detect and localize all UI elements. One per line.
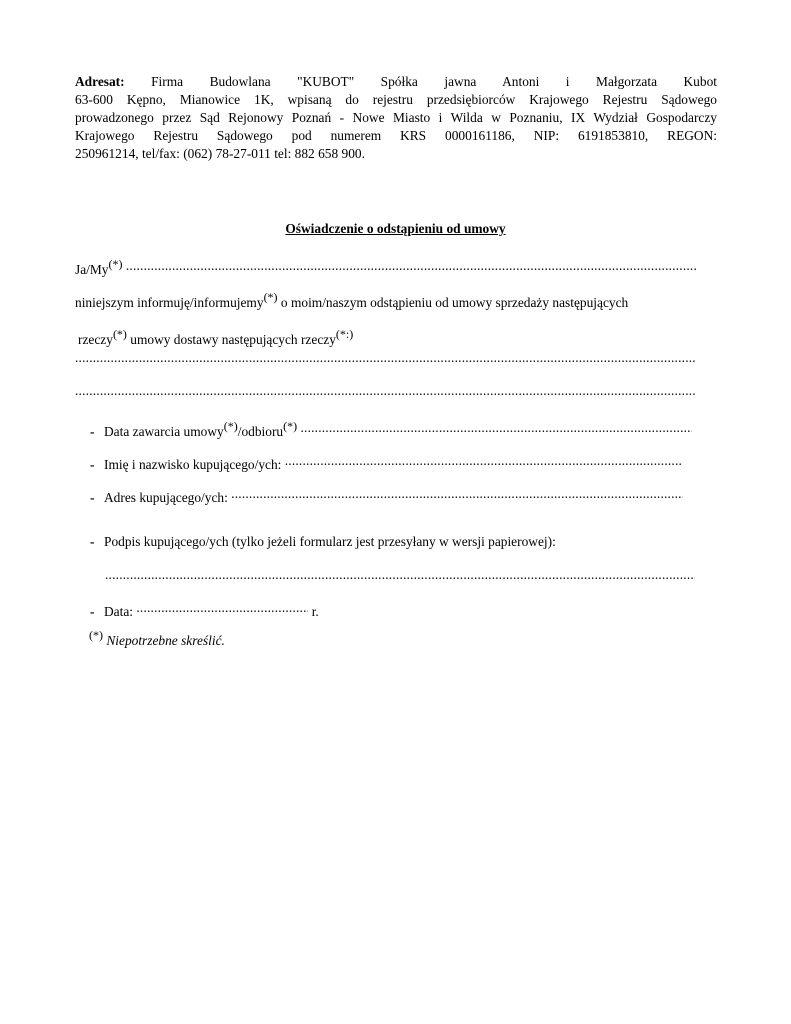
goods-label: rzeczy: [78, 332, 113, 347]
signature-fill-line-row: [105, 567, 695, 587]
buyer-address-fill-line[interactable]: [231, 486, 683, 502]
bullet-dash: -: [90, 457, 95, 472]
addressee-line-3: prowadzonego przez Sąd Rejonowy Poznań - Nowe Miasto i Wilda w Poznaniu, IX Wydział Gospodarczy: [75, 110, 717, 125]
contract-date-row: [90, 420, 692, 440]
footnote-marker: (*): [283, 419, 298, 433]
buyer-name-label: Imię i nazwisko kupującego/ych:: [104, 457, 285, 472]
addressee-label: Adresat:: [75, 74, 125, 89]
contract-date-fill-line[interactable]: [300, 420, 692, 436]
signature-fill-line[interactable]: [105, 567, 695, 583]
footnote-marker: (*): [112, 327, 127, 341]
goods-fill-line-1-row: [75, 350, 695, 370]
buyer-address-row: [90, 486, 683, 506]
bullet-dash: -: [90, 424, 95, 439]
ja-my-fill-line[interactable]: [126, 258, 696, 274]
date-label: Data:: [104, 604, 137, 619]
footnote-marker: (*): [263, 290, 278, 304]
signature-row: [90, 534, 556, 550]
date-fill-line[interactable]: [136, 600, 308, 616]
goods-fill-line-2-row: [75, 383, 695, 403]
bullet-dash: -: [90, 490, 95, 505]
footnote: [89, 628, 225, 649]
inform-text-start: niniejszym informuję/informujemy: [75, 295, 264, 310]
addressee-line-2: 63-600 Kępno, Mianowice 1K, wpisaną do rejestru przedsiębiorców Krajowego Rejestru Sądowego: [75, 92, 717, 107]
inform-text-end: o moim/naszym odstąpieniu od umowy sprzedaży następujących: [277, 295, 629, 310]
addressee-line-4: Krajowego Rejestru Sądowego pod numerem KRS 0000161186, NIP: 6191853810, REGON:: [75, 128, 717, 143]
footnote-marker: (*): [89, 628, 103, 642]
signature-label: Podpis kupującego/ych (tylko jeżeli formularz jest przesyłany w wersji papierowej):: [104, 534, 556, 549]
bullet-dash: -: [90, 534, 95, 549]
addressee-block: [75, 73, 717, 163]
footnote-marker: (*:): [335, 327, 354, 341]
footnote-marker: (*): [223, 419, 238, 433]
inform-row: [75, 290, 629, 311]
addressee-line-5: 250961214, tel/fax: (062) 78-27-011 tel: 882 658 900.: [75, 146, 365, 161]
footnote-text: Niepotrzebne skreślić.: [103, 633, 225, 648]
addressee-line-1: [75, 73, 717, 91]
bullet-dash: -: [90, 604, 95, 619]
document-title: Oświadczenie o odstąpieniu od umowy: [285, 221, 506, 236]
addressee-company: Firma Budowlana "KUBOT" Spółka jawna Antoni i Małgorzata Kubot: [151, 74, 717, 89]
footnote-marker: (*): [108, 257, 123, 271]
buyer-name-row: [90, 453, 681, 473]
date-suffix: r.: [308, 604, 319, 619]
date-row: [90, 600, 319, 620]
delivery-contract-label: umowy dostawy następujących rzeczy: [126, 332, 336, 347]
ja-my-row: [75, 258, 696, 278]
buyer-name-fill-line[interactable]: [285, 453, 681, 469]
receipt-label: /odbioru: [237, 424, 284, 439]
ja-my-label: Ja/My: [75, 262, 109, 277]
goods-fill-line-2[interactable]: [75, 383, 695, 399]
goods-fill-line-1[interactable]: [75, 350, 695, 366]
contract-date-label: Data zawarcia umowy: [104, 424, 224, 439]
buyer-address-label: Adres kupującego/ych:: [104, 490, 232, 505]
goods-row: [78, 327, 354, 348]
